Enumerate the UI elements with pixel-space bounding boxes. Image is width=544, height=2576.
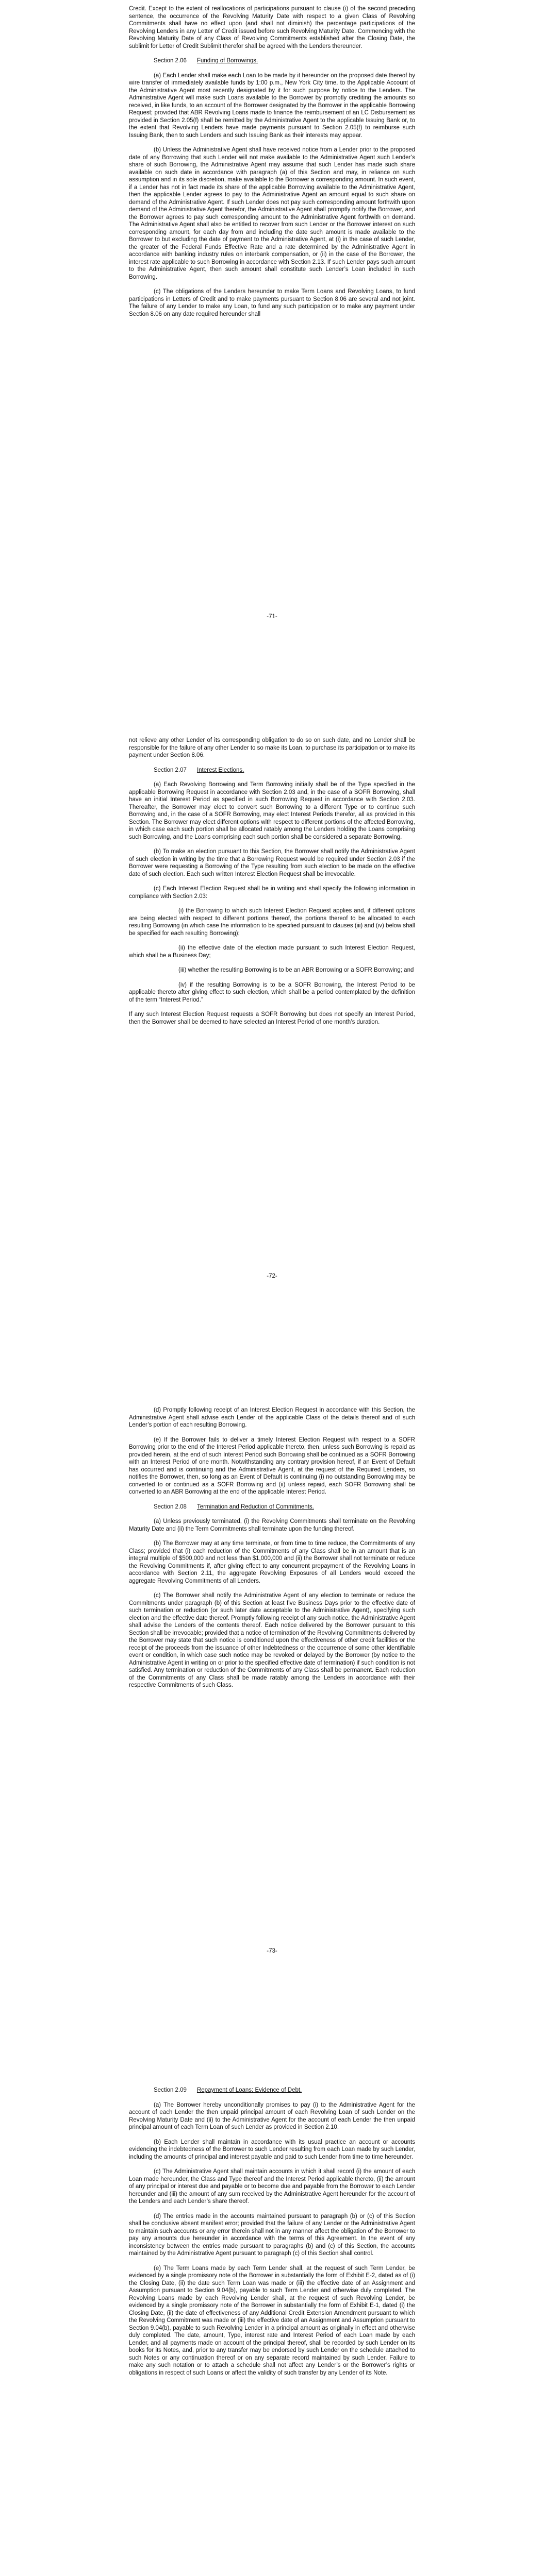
paragraph: (a) The Borrower hereby unconditionally promises to pay (i) to the Administrative Agent for the account of each Lender the then unpaid principal amount of each Revolving Loan of such Lender on the Revolving Maturity Date and (ii) to the Administrative Agent for the account of each Lender the then unpaid principal amount of each Term Loan of such Lender as provided in Section 2.10. (129, 2102, 415, 2130)
paragraph: If any such Interest Election Request requests a SOFR Borrowing but does not specify an Interest Period, then the Borrower shall be deemed to have selected an Interest Period of one month’s duration. (129, 1011, 415, 1025)
paragraph: (c) The Borrower shall notify the Administrative Agent of any election to terminate or reduce the Commitments under paragraph (b) of this Section at least five Business Days prior to the effective date of such termination or reduction (or such later date acceptable to the Administrative Agent), specifying such election and the effective date thereof. Promptly following receipt of any such notice, the Administrative Agent shall advise the Lenders of the contents thereof. Each notice delivered by the Borrower pursuant to this Section shall be irrevocable; provided that a notice of termination of the Revolving Commitments delivered by the Borrower may state that such notice is conditioned upon the effectiveness of other credit facilities or the receipt of the proceeds from the issuance of other Indebtedness or the occurrence of some other identifiable event or condition, in which case such notice may be revoked or delayed by the Borrower (by notice to the Administrative Agent in writing on or prior to the specified effective date of termination) if such condition is not satisfied. Any termination or reduction of the Commitments of any Class shall be permanent. Each reduction of the Commitments of any Class shall be made ratably among the Lenders in accordance with their respective Commitments of such Class. (129, 1592, 415, 1688)
page-number: -71- (267, 614, 277, 620)
paragraph: (e) The Term Loans made by each Term Lender shall, at the request of such Term Lender, be evidenced by a single promissory note of the Borrower in substantially the form of Exhibit E-2, dated as of (i) the Closing Date, (ii) the date such Term Loan was made or (iii) the effective date of an Assignment and Assumption pursuant to Section 9.04(b), payable to such Term Lender and otherwise duly completed. The Revolving Loans made by each Revolving Lender shall, at the request of such Revolving Lender, be evidenced by a single promissory note of the Borrower in substantially the form of Exhibit E-1, dated (i) the Closing Date, (ii) the date of effectiveness of any Additional Credit Extension Amendment pursuant to which the Revolving Commitment was made or (iii) the effective date of an Assignment and Assumption pursuant to Section 9.04(b), payable to such Revolving Lender in a principal amount as originally in effect and otherwise duly completed. The date, amount, Type, interest rate and Interest Period of each Loan made by each Lender, and all payments made on account of the principal thereof, shall be recorded by such Lender on its books for its Notes, and, prior to any transfer may be endorsed by such Lender on the schedule attached to such Notes or any continuation thereof or on any separate record maintained by such Lender. Failure to make any such notation or to attach a schedule shall not affect any Lender’s or the Borrower’s rights or obligations in respect of such Loans or affect the validity of such transfer by any Lender of its Note. (129, 2265, 415, 2376)
paragraph: (c) The Administrative Agent shall maintain accounts in which it shall record (i) the amount of each Loan made hereunder, the Class and Type thereof and the Interest Period applicable thereto, (ii) the amount of any principal or interest due and payable or to become due and payable from the Borrower to each Lender hereunder and (iii) the amount of any sum received by the Administrative Agent hereunder for the account of the Lenders and each Lender’s share thereof. (129, 2168, 415, 2205)
paragraph: not relieve any other Lender of its corresponding obligation to do so on such date, and no Lender shall be responsible for the failure of any other Lender to so make its Loan, to purchase its participation or to make its payment under Section 8.06. (129, 737, 415, 758)
section-number: Section 2.09 (154, 2087, 187, 2093)
paragraph: (b) To make an election pursuant to this Section, the Borrower shall notify the Administrative Agent of such election in writing by the time that a Borrowing Request would be required under Section 2.03 if the Borrower were requesting a Borrowing of the Type resulting from such election to be made on the effective date of such election. Each such written Interest Election Request shall be irrevocable. (129, 849, 415, 877)
section-title: Interest Elections. (196, 767, 244, 773)
paragraph: (e) If the Borrower fails to deliver a timely Interest Election Request with respect to a SOFR Borrowing prior to the end of the Interest Period applicable thereto, then, unless such Borrowing is repaid as provided herein, at the end of such Interest Period such Borrowing shall be continued as a SOFR Borrowing with an Interest Period of one month. Notwithstanding any contrary provision hereof, if an Event of Default has occurred and is continuing and the Administrative Agent, at the request of the Required Lenders, so notifies the Borrower, then, so long as an Event of Default is continuing (i) no outstanding Borrowing may be converted to or continued as a SOFR Borrowing and (ii) unless repaid, each SOFR Borrowing shall be converted to an ABR Borrowing at the end of the applicable Interest Period. (129, 1436, 415, 1495)
paragraph: (a) Each Revolving Borrowing and Term Borrowing initially shall be of the Type specified in the applicable Borrowing Request in accordance with Section 2.03 and, in the case of a SOFR Borrowing, shall have an initial Interest Period as specified in such Borrowing Request in accordance with Section 2.03. Thereafter, the Borrower may elect to convert such Borrowing to a different Type or to continue such Borrowing and, in the case of a SOFR Borrowing, may elect Interest Periods therefor, all as provided in this Section. The Borrower may elect different options with respect to different portions of the affected Borrowing, in which case each such portion shall be allocated ratably among the Lenders holding the Loans comprising such Borrowing, and the Loans comprising each such portion shall be considered a separate Borrowing. (129, 782, 415, 840)
paragraph: (b) Unless the Administrative Agent shall have received notice from a Lender prior to the proposed date of any Borrowing that such Lender will not make available to the Administrative Agent such Lender’s share of such Borrowing, the Administrative Agent may assume that such Lender has made such share available on such date in accordance with paragraph (a) of this Section and may, in reliance on such assumption and in its sole discretion, make available to the Borrower a corresponding amount. In such event, if a Lender has not in fact made its share of the applicable Borrowing available to the Administrative Agent, then the applicable Lender agrees to pay to the Administrative Agent an amount equal to such share on demand of the Administrative Agent. If such Lender does not pay such corresponding amount forthwith upon demand of the Administrative Agent therefor, the Administrative Agent shall promptly notify the Borrower, and the Borrower agrees to pay such corresponding amount to the Administrative Agent forthwith on demand. The Administrative Agent shall also be entitled to recover from such Lender or the Borrower interest on such corresponding amount, for each day from and including the date such amount is made available to the Borrower to but excluding the date of payment to the Administrative Agent, at (i) in the case of such Lender, the greater of the Federal Funds Effective Rate and a rate determined by the Administrative Agent in accordance with banking industry rules on interbank compensation, or (ii) in the case of the Borrower, the interest rate applicable to such Borrowing in accordance with Section 2.13. If such Lender pays such amount to the Administrative Agent, then such amount shall constitute such Lender’s Loan included in such Borrowing. (129, 147, 415, 280)
paragraph: (d) The entries made in the accounts maintained pursuant to paragraph (b) or (c) of this Section shall be conclusive absent manifest error; provided that the failure of any Lender or the Administrative Agent to maintain such accounts or any error therein shall not in any manner affect the obligation of the Borrower to pay any amounts due hereunder in accordance with the terms of this Agreement. In the event of any inconsistency between the entries made pursuant to paragraphs (b) and (c) of this Section, the accounts maintained by the Administrative Agent pursuant to paragraph (c) of this Section shall control. (129, 2213, 415, 2257)
section-heading (129, 57, 415, 65)
page-number: -72- (267, 1273, 277, 1279)
sub-clause: (iv) if the resulting Borrowing is to be a SOFR Borrowing, the Interest Period to be applicable thereto after giving effect to such election, which shall be a period contemplated by the definition of the term “Interest Period.” (129, 981, 415, 1003)
paragraph: Credit. Except to the extent of reallocations of participations pursuant to clause (i) of the second preceding sentence, the occurrence of the Revolving Maturity Date with respect to a given Class of Revolving Commitments shall have no effect upon (and shall not diminish) the percentage participations of the Revolving Lenders in any Letter of Credit issued before such Revolving Maturity Date. Commencing with the Revolving Maturity Date of any Class of Revolving Commitments established after the Closing Date, the sublimit for Letter of Credit Sublimit therefor shall be agreed with the Lenders thereunder. (129, 6, 415, 49)
section-title: Funding of Borrowings. (196, 58, 258, 64)
section-number: Section 2.07 (154, 767, 187, 773)
text-column (129, 737, 415, 1033)
paragraph: (a) Each Lender shall make each Loan to be made by it hereunder on the proposed date thereof by wire transfer of immediately available funds by 1:00 p.m., New York City time, to the Applicable Account of the Administrative Agent most recently designated by it for such purpose by notice to the Lenders. The Administrative Agent will make such Loans available to the Borrower by promptly crediting the amounts so received, in like funds, to an account of the Borrower designated by the Borrower in the applicable Borrowing Request; provided that ABR Revolving Loans made to finance the reimbursement of an LC Disbursement as provided in Section 2.05(f) shall be remitted by the Administrative Agent to the applicable Issuing Bank or, to the extent that Revolving Lenders have made payments pursuant to Section 2.05(f) to reimburse such Issuing Bank, then to such Lenders and such Issuing Bank as their interests may appear. (129, 72, 415, 139)
text-column (129, 5, 415, 325)
section-heading (129, 2087, 415, 2094)
paragraph: (b) The Borrower may at any time terminate, or from time to time reduce, the Commitments of any Class; provided that (i) each reduction of the Commitments of any Class shall be in an amount that is an integral multiple of $500,000 and not less than $1,000,000 and (ii) the Borrower shall not terminate or reduce the Revolving Commitments if, after giving effect to any concurrent prepayment of the Revolving Loans in accordance with Section 2.11, the aggregate Revolving Exposures of all Lenders would exceed the aggregate Revolving Commitments of all Lenders. (129, 1540, 415, 1584)
section-number: Section 2.06 (154, 58, 187, 64)
sub-clause: (i) the Borrowing to which such Interest Election Request applies and, if different options are being elected with respect to different portions thereof, the portions thereof to be allocated to each resulting Borrowing (in which case the information to be specified pursuant to clauses (iii) and (iv) below shall be specified for each resulting Borrowing); (129, 908, 415, 937)
page-number: -73- (267, 1948, 277, 1954)
section-title: Repayment of Loans; Evidence of Debt. (196, 2087, 302, 2093)
section-heading (129, 1503, 415, 1511)
paragraph: (a) Unless previously terminated, (i) the Revolving Commitments shall terminate on the Revolving Maturity Date and (ii) the Term Commitments shall terminate upon the funding thereof. (129, 1518, 415, 1532)
paragraph: (d) Promptly following receipt of an Interest Election Request in accordance with this Section, the Administrative Agent shall advise each Lender of the applicable Class of the details thereof and of such Lender’s portion of each resulting Borrowing. (129, 1407, 415, 1428)
text-column (129, 1406, 415, 1697)
sub-clause: (iii) whether the resulting Borrowing is to be an ABR Borrowing or a SOFR Borrowing; and (178, 967, 414, 973)
sub-clause: (ii) the effective date of the election made pursuant to such Interest Election Request, which shall be a Business Day; (129, 945, 415, 959)
section-heading (129, 767, 415, 774)
section-number: Section 2.08 (154, 1503, 187, 1510)
text-column (129, 2087, 415, 2384)
paragraph: (b) Each Lender shall maintain in accordance with its usual practice an account or accounts evidencing the indebtedness of the Borrower to such Lender resulting from each Loan made by such Lender, including the amounts of principal and interest payable and paid to such Lender from time to time hereunder. (129, 2139, 415, 2160)
paragraph: (c) The obligations of the Lenders hereunder to make Term Loans and Revolving Loans, to fund participations in Letters of Credit and to make payments pursuant to Section 8.06 are several and not joint. The failure of any Lender to make any Loan, to fund any such participation or to make any payment under Section 8.06 on any date required hereunder shall (129, 289, 415, 317)
section-title: Termination and Reduction of Commitments. (196, 1503, 314, 1510)
paragraph: (c) Each Interest Election Request shall be in writing and shall specify the following information in compliance with Section 2.03: (129, 886, 415, 900)
